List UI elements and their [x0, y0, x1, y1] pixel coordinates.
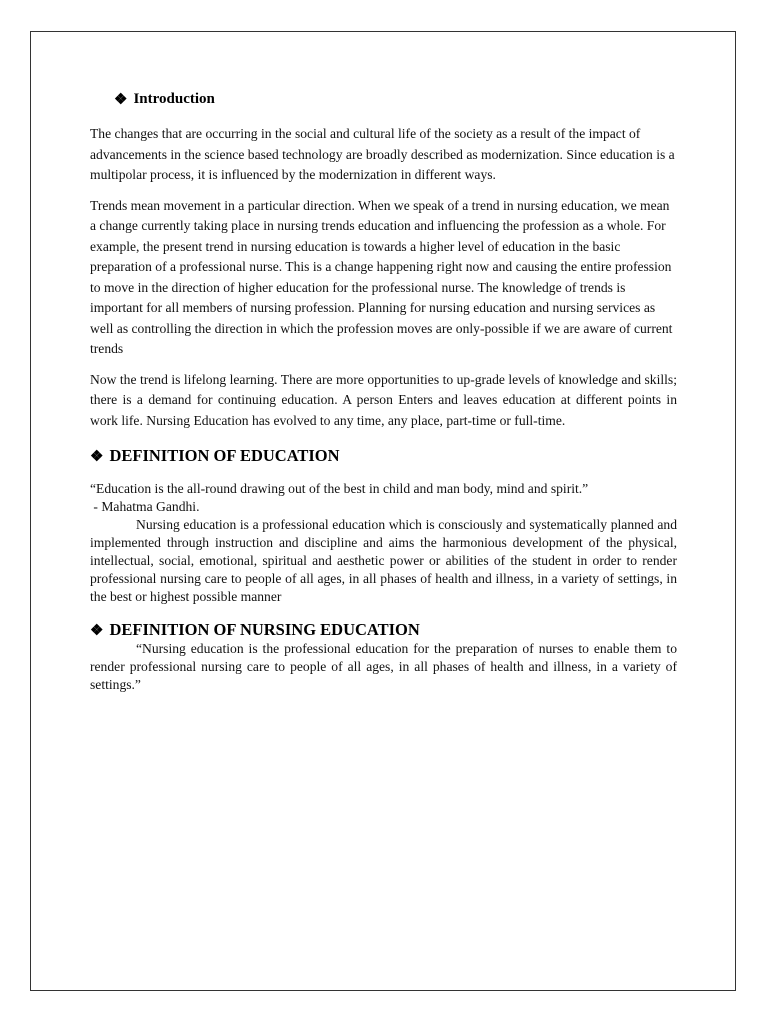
definition-education-title: DEFINITION OF EDUCATION — [109, 446, 340, 465]
intro-paragraph-1: The changes that are occurring in the social and cultural life of the society as a result of the impact of advancements in the science based technology are broadly described as modernization. Since education is a multipolar process, it is influenced by the modernization in different ways. — [90, 126, 675, 182]
intro-paragraph-2: Trends mean movement in a particular direction. When we speak of a trend in nursing education, we mean a change currently taking place in nursing trends education and influencing the profession as a whole. For example, the present trend in nursing education is towards a higher level of education in the basic preparation of a professional nurse. This is a change happening right now and causing the entire profession to move in the direction of higher education for the professional nurse. The knowledge of trends is important for all members of nursing profession. Planning for nursing education and nursing services as well as controlling the direction in which the profession moves are only-possible if we are aware of current trends — [90, 197, 673, 356]
definition-education-heading — [90, 446, 677, 466]
intro-paragraph-3: Now the trend is lifelong learning. There are more opportunities to up-grade levels of knowledge and skills; there is a demand for continuing education. A person Enters and leaves education at different points in work life. Nursing Education has evolved to any time, any place, part-time or full-time. — [90, 371, 677, 428]
introduction-heading — [114, 90, 677, 109]
definition-nursing-education-title: DEFINITION OF NURSING EDUCATION — [109, 620, 420, 639]
diamond-bullet-icon: ❖ — [90, 448, 104, 465]
nursing-education-definition: “Nursing education is the professional education for the preparation of nurses to enable them to render professional nursing care to people of all ages, in all phases of health and illness, in a variety of settings.” — [90, 641, 677, 692]
quote-attribution: - Mahatma Gandhi. — [90, 499, 200, 514]
diamond-bullet-icon: ❖ — [90, 622, 104, 639]
diamond-bullet-icon: ❖ — [114, 92, 128, 108]
document-content — [90, 90, 677, 694]
gandhi-quote: “Education is the all-round drawing out of the best in child and man body, mind and spirit.” — [90, 481, 589, 496]
introduction-title: Introduction — [133, 91, 215, 107]
definition-nursing-education-heading — [90, 620, 677, 640]
nursing-education-description: Nursing education is a professional education which is consciously and systematically planned and implemented through instruction and discipline and aims the harmonious development of the physical, intellectual, social, emotional, spiritual and aesthetic power or abilities of the student in order to render professional nursing care to people of all ages, in all phases of health and illness, in a variety of settings, in the best or highest possible manner — [90, 517, 677, 604]
